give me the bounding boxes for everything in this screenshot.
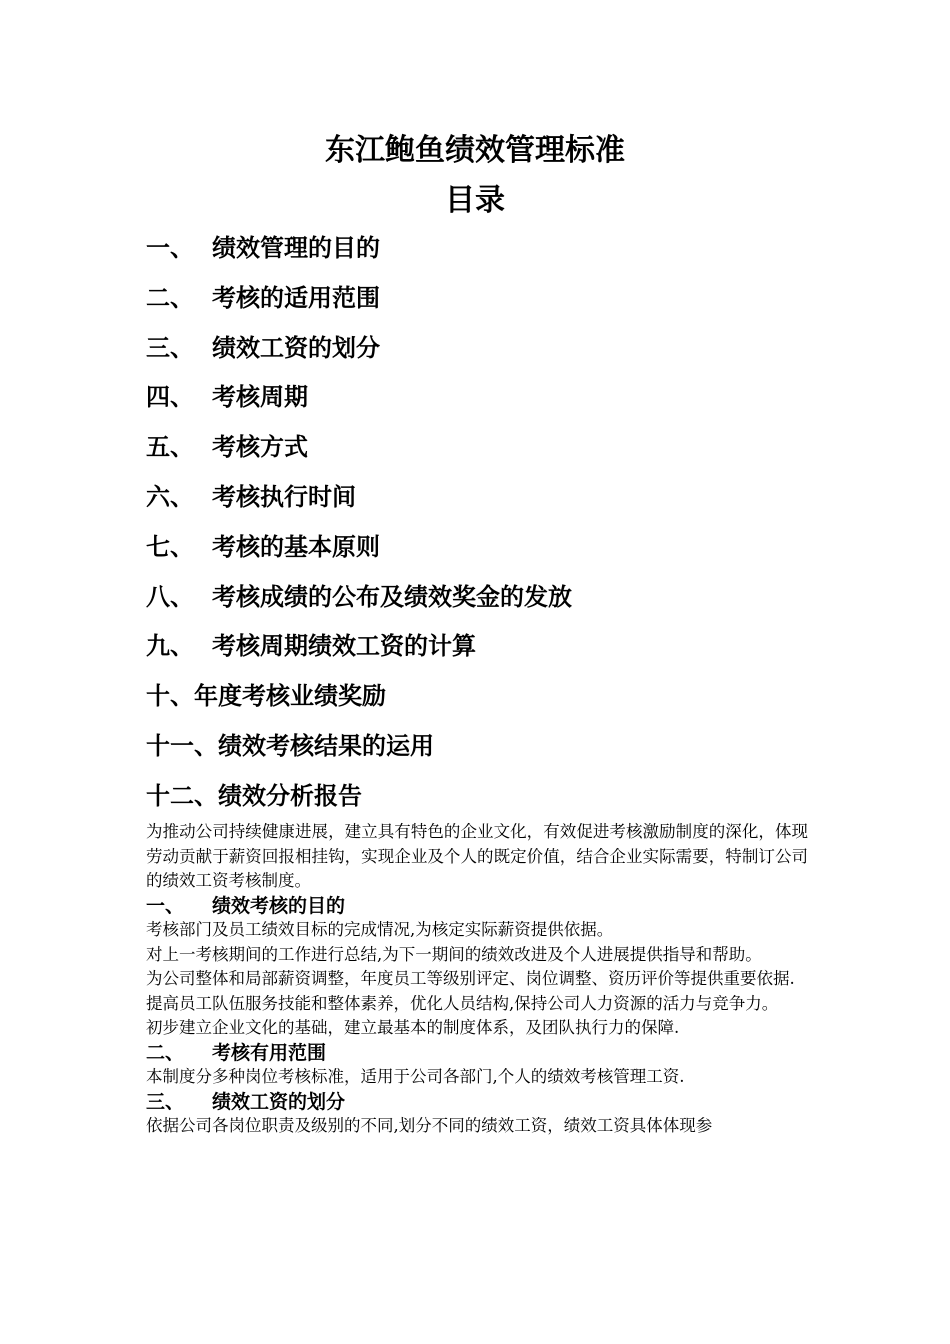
section-number: 一、 <box>146 894 185 917</box>
toc-item <box>146 328 846 378</box>
toc-text: 考核的适用范围 <box>212 282 380 312</box>
toc-number: 九、 <box>146 631 194 661</box>
toc-item <box>146 278 846 328</box>
toc-number: 十一、 <box>146 730 218 760</box>
toc-item <box>146 726 846 776</box>
toc-item <box>146 477 846 527</box>
toc-number: 一、 <box>146 233 194 262</box>
section-heading <box>146 1041 808 1066</box>
toc-item <box>146 676 846 726</box>
document-title: 东江鲍鱼绩效管理标准 <box>325 133 625 168</box>
toc-number: 二、 <box>146 282 194 312</box>
toc-text: 考核周期绩效工资的计算 <box>212 631 476 661</box>
toc-text: 绩效考核结果的运用 <box>218 730 434 760</box>
toc-text: 考核执行时间 <box>212 481 356 511</box>
toc-number: 三、 <box>146 332 194 362</box>
toc-text: 考核成绩的公布及绩效奖金的发放 <box>212 581 572 611</box>
toc-text: 绩效工资的划分 <box>212 332 380 362</box>
document-body <box>146 820 808 1139</box>
section-paragraph: 依据公司各岗位职责及级别的不同,划分不同的绩效工资，绩效工资具体体现参 <box>146 1116 713 1135</box>
toc-title: 目录 <box>445 183 505 218</box>
section-paragraph: 初步建立企业文化的基础，建立最基本的制度体系，及团队执行力的保障. <box>146 1018 680 1037</box>
section-paragraph: 考核部门及员工绩效目标的完成情况,为核定实际薪资提供依据。 <box>146 920 614 939</box>
toc-item <box>146 577 846 627</box>
section-title: 考核有用范围 <box>212 1041 327 1064</box>
toc-item <box>146 427 846 477</box>
section-paragraph: 为公司整体和局部薪资调整，年度员工等级别评定、岗位调整、资历评价等提供重要依据. <box>146 969 795 988</box>
toc-text: 考核的基本原则 <box>212 531 380 561</box>
section-heading <box>146 1090 808 1115</box>
section-paragraph: 对上一考核期间的工作进行总结,为下一期间的绩效改进及个人进展提供指导和帮助。 <box>146 944 762 964</box>
section-title: 绩效工资的划分 <box>212 1090 346 1113</box>
toc-number: 七、 <box>146 531 194 561</box>
toc-number: 八、 <box>146 581 194 611</box>
toc-item <box>146 228 846 278</box>
toc-item <box>146 377 846 427</box>
toc-number: 四、 <box>146 382 194 412</box>
toc-item <box>146 776 846 826</box>
toc-number: 十二、 <box>146 780 218 810</box>
section-heading <box>146 894 808 919</box>
section-title: 绩效考核的目的 <box>212 894 346 917</box>
toc-text: 绩效分析报告 <box>218 780 362 810</box>
toc-number: 十、 <box>146 681 194 711</box>
toc-text: 考核方式 <box>212 432 308 462</box>
toc-text: 年度考核业绩奖励 <box>194 681 386 711</box>
toc-number: 六、 <box>146 481 194 511</box>
section-paragraph: 本制度分多种岗位考核标准，适用于公司各部门,个人的绩效考核管理工资. <box>146 1067 685 1086</box>
toc-text: 绩效管理的目的 <box>212 233 380 262</box>
section-number: 三、 <box>146 1090 185 1113</box>
toc-text: 考核周期 <box>212 382 308 412</box>
section-paragraph: 提高员工队伍服务技能和整体素养，优化人员结构,保持公司人力资源的活力与竞争力。 <box>146 993 779 1013</box>
toc-number: 五、 <box>146 432 194 462</box>
section-number: 二、 <box>146 1041 185 1064</box>
table-of-contents <box>146 228 846 826</box>
intro-paragraph: 为推动公司持续健康进展，建立具有特色的企业文化，有效促进考核激励制度的深化，体现劳动贡献于薪资回报相挂钩，实现企业及个人的既定价值，结合企业实际需要，特制订公司的绩效工资考核制度。 <box>146 822 808 890</box>
toc-item <box>146 527 846 577</box>
toc-item <box>146 626 846 676</box>
